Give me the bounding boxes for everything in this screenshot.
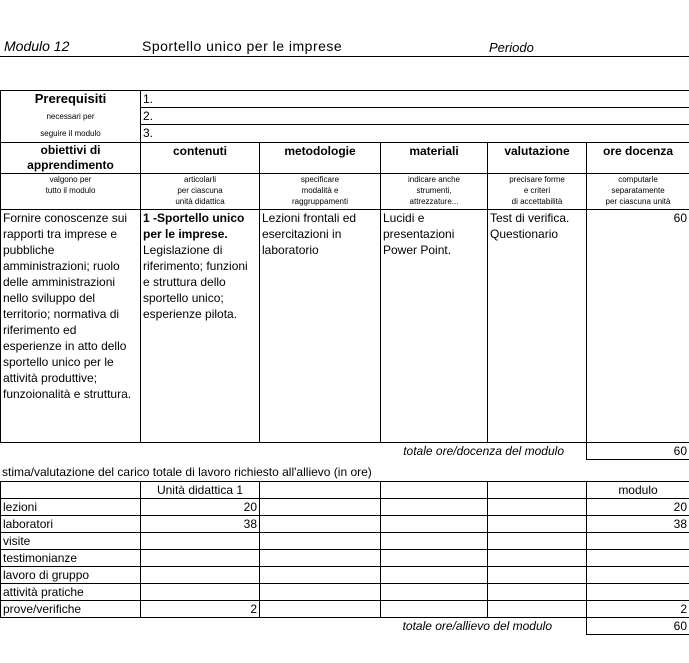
- workload-module-value: [587, 550, 689, 567]
- col-contents-note: [141, 173, 260, 209]
- document-header: [0, 38, 689, 57]
- prereq-sub-2: seguire il modulo: [1, 125, 141, 143]
- workload-module-value: [587, 584, 689, 601]
- workload-row-label: laboratori: [1, 516, 141, 533]
- module-number: Modulo 12: [4, 38, 70, 54]
- period-label: Periodo: [489, 40, 534, 55]
- contents-cell: [141, 209, 260, 442]
- note-line: raggruppamenti: [291, 196, 349, 206]
- workload-row-label: lavoro di gruppo: [1, 567, 141, 584]
- col-methods-header: metodologie: [260, 142, 381, 173]
- workload-table: [0, 481, 689, 635]
- workload-row-label: testimonianze: [1, 550, 141, 567]
- unit-title: 1 -Sportello unico per le imprese.: [143, 210, 245, 241]
- note-line: specificare: [300, 174, 340, 184]
- note-line: e criteri: [523, 185, 551, 195]
- workload-row-label: attività pratiche: [1, 584, 141, 601]
- prereq-item-2: 2.: [141, 108, 689, 125]
- col-materials-note: [381, 173, 488, 209]
- total-student-label: totale ore/allievo del modulo: [402, 619, 552, 633]
- workload-unit-value: [141, 550, 260, 567]
- workload-unit-value: [141, 533, 260, 550]
- col-objectives-note: [1, 173, 141, 209]
- note-line: valgono per: [49, 174, 92, 184]
- note-line: indicare anche: [407, 174, 461, 184]
- workload-corner: [1, 482, 141, 499]
- workload-module-value: [587, 567, 689, 584]
- evaluation-cell: Test di verifica. Questionario: [488, 209, 587, 442]
- workload-row-label: prove/verifiche: [1, 601, 141, 618]
- col-contents-header: contenuti: [141, 142, 260, 173]
- col-methods-note: [260, 173, 381, 209]
- note-line: strumenti,: [416, 185, 452, 195]
- col-hours-note: [587, 173, 689, 209]
- objectives-cell: Fornire conoscenze sui rapporti tra imprese e pubbliche amministrazioni; ruolo delle amministrazioni nello sviluppo del territorio; normativa di riferimento ed esperienze in atto dello sportello unico per le attività produttive; funzoionalità e struttura.: [1, 209, 141, 442]
- workload-unit-value: [141, 584, 260, 601]
- workload-module-value: [587, 533, 689, 550]
- note-line: articolarli: [183, 174, 216, 184]
- note-line: unità didattica: [175, 196, 225, 206]
- materials-cell: Lucidi e presentazioni Power Point.: [381, 209, 488, 442]
- workload-unit-value: 2: [141, 601, 260, 618]
- total-teaching-label: totale ore/docenza del modulo: [403, 443, 564, 458]
- note-line: separatamente: [611, 185, 665, 195]
- unit-body: Legislazione di riferimento; funzioni e struttura dello sportello unico; esperienze pilota.: [143, 242, 248, 321]
- workload-col-unit: Unità didattica 1: [141, 482, 260, 499]
- note-line: tutto il modulo: [45, 185, 96, 195]
- note-line: per ciascuna unità: [605, 196, 671, 206]
- workload-row-label: visite: [1, 533, 141, 550]
- total-student-value: 60: [587, 618, 689, 635]
- total-teaching-value: 60: [587, 442, 689, 459]
- prereq-label: Prerequisiti: [1, 91, 141, 108]
- workload-col-module: modulo: [587, 482, 689, 499]
- workload-unit-value: [141, 567, 260, 584]
- workload-module-value: 20: [587, 499, 689, 516]
- note-line: per ciascuna: [177, 185, 223, 195]
- prereq-sub-1: necessari per: [1, 108, 141, 125]
- workload-unit-value: 20: [141, 499, 260, 516]
- col-evaluation-header: valutazione: [488, 142, 587, 173]
- note-line: attrezzature...: [409, 196, 459, 206]
- workload-module-value: 2: [587, 601, 689, 618]
- col-objectives-header: obiettivi di apprendimento: [1, 142, 141, 173]
- col-hours-header: ore docenza: [587, 142, 689, 173]
- workload-row-label: lezioni: [1, 499, 141, 516]
- module-title: Sportello unico per le imprese: [142, 38, 343, 54]
- workload-title: stima/valutazione del carico totale di lavoro richiesto all'allievo (in ore): [2, 465, 372, 479]
- note-line: modalità e: [301, 185, 339, 195]
- col-evaluation-note: [488, 173, 587, 209]
- col-materials-header: materiali: [381, 142, 488, 173]
- workload-unit-value: 38: [141, 516, 260, 533]
- note-line: computarle: [618, 174, 658, 184]
- methods-cell: Lezioni frontali ed esercitazioni in laboratorio: [260, 209, 381, 442]
- workload-module-value: 38: [587, 516, 689, 533]
- planning-table: [0, 90, 689, 460]
- prereq-item-1: 1.: [141, 91, 689, 108]
- hours-cell: 60: [587, 209, 689, 442]
- note-line: precisare forme: [509, 174, 565, 184]
- prereq-item-3: 3.: [141, 125, 689, 143]
- note-line: di accettabilità: [511, 196, 563, 206]
